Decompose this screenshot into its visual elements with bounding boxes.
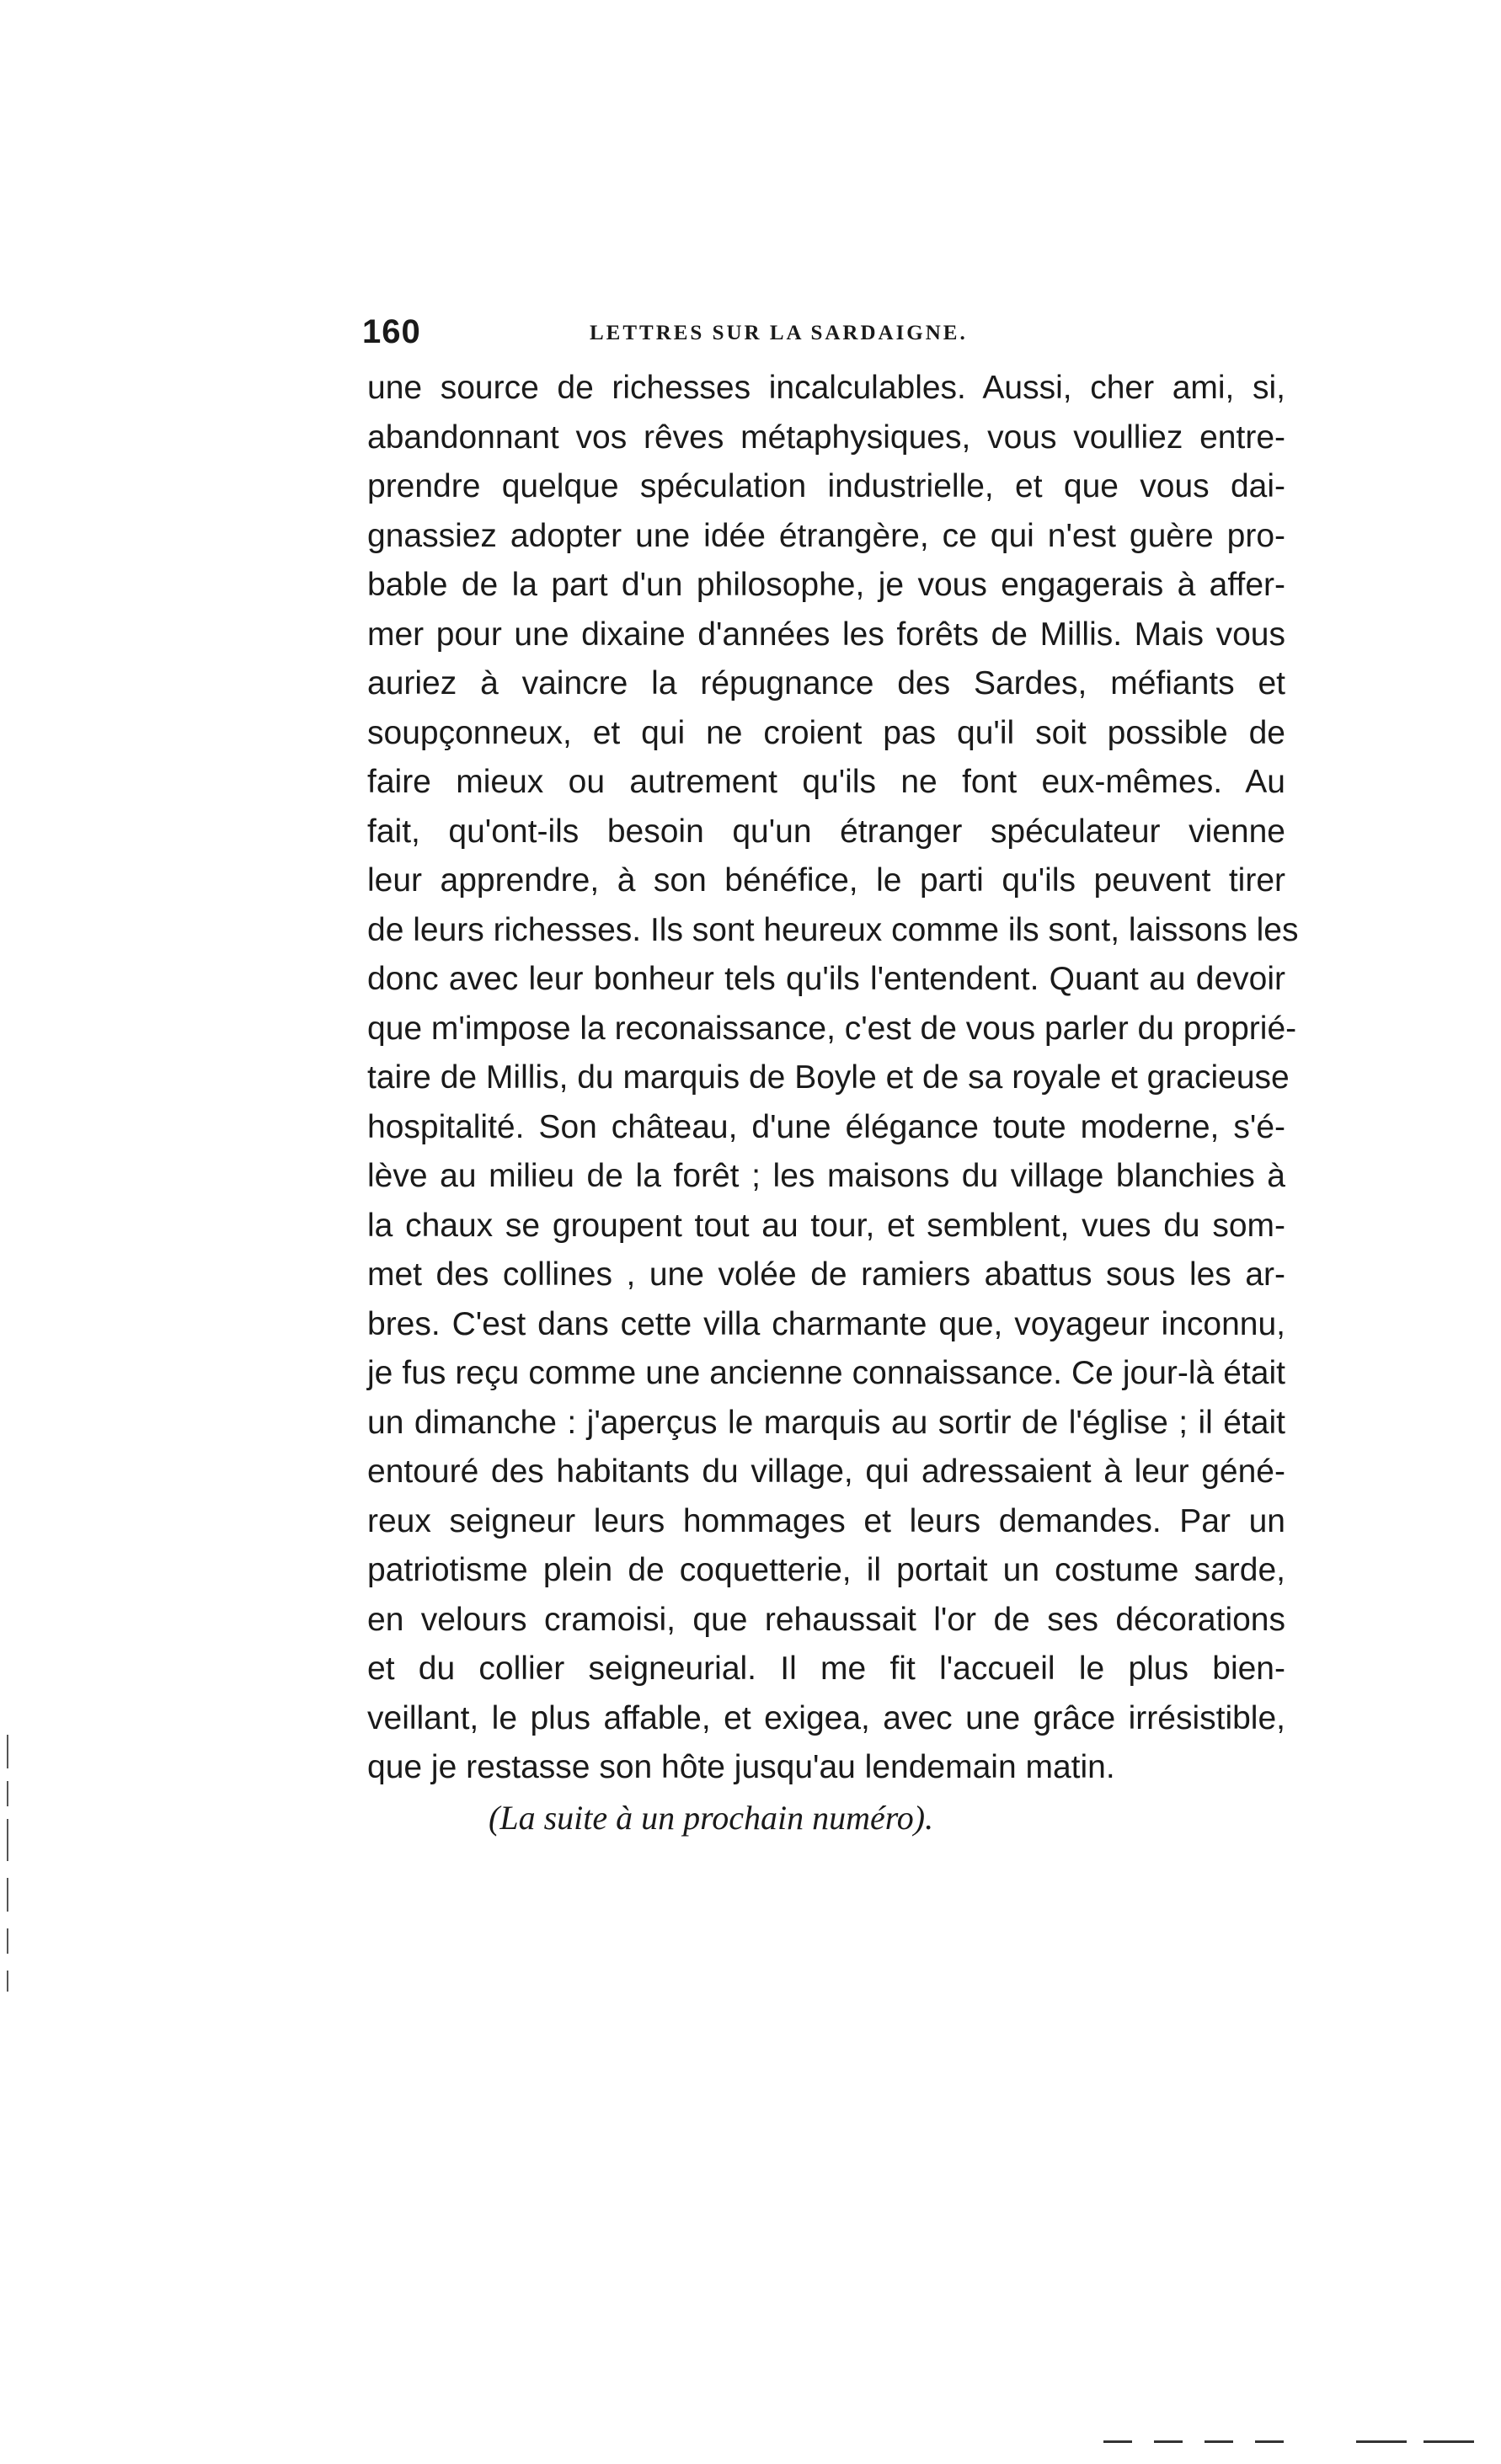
- scan-mark: [1154, 2440, 1183, 2443]
- text-line: en velours cramoisi, que rehaussait l'or de ses décorations: [367, 1601, 1285, 1638]
- scan-mark: [1103, 2440, 1132, 2443]
- scan-mark: [7, 1735, 8, 1768]
- scan-mark: [1205, 2440, 1233, 2443]
- text-line: donc avec leur bonheur tels qu'ils l'entendent. Quant au devoir: [367, 961, 1285, 997]
- text-line: entouré des habitants du village, qui adressaient à leur géné-: [367, 1453, 1285, 1490]
- running-title: LETTRES SUR LA SARDAIGNE.: [590, 322, 968, 344]
- page-number: 160: [362, 313, 421, 350]
- text-line: abandonnant vos rêves métaphysiques, vous voulliez entre-: [367, 419, 1285, 456]
- scan-mark: [7, 1878, 8, 1912]
- text-line: de leurs richesses. Ils sont heureux comme ils sont, laissons les: [367, 911, 1299, 948]
- text-line: prendre quelque spéculation industrielle, et que vous dai-: [367, 468, 1285, 504]
- scan-mark: [1424, 2440, 1474, 2443]
- body-text: [367, 364, 1299, 1793]
- text-line: auriez à vaincre la répugnance des Sardes, méfiants et: [367, 665, 1285, 701]
- scan-mark: [7, 1971, 8, 1992]
- text-line: met des collines , une volée de ramiers abattus sous les ar-: [367, 1256, 1285, 1293]
- running-head: [362, 313, 1289, 355]
- text-line: un dimanche : j'aperçus le marquis au sortir de l'église ; il était: [367, 1404, 1285, 1441]
- text-line: je fus reçu comme une ancienne connaissance. Ce jour-là était: [367, 1355, 1285, 1391]
- text-line: bable de la part d'un philosophe, je vous engagerais à affer-: [367, 567, 1285, 603]
- scan-mark: [7, 1781, 8, 1806]
- text-line-last: que je restasse son hôte jusqu'au lendemain matin.: [367, 1749, 1115, 1785]
- scan-mark: [1356, 2440, 1407, 2443]
- text-line: mer pour une dixaine d'années les forêts de Millis. Mais vous: [367, 616, 1285, 653]
- text-line: patriotisme plein de coquetterie, il portait un costume sarde,: [367, 1552, 1285, 1588]
- text-line: la chaux se groupent tout au tour, et semblent, vues du som-: [367, 1207, 1285, 1244]
- text-line: que m'impose la reconaissance, c'est de vous parler du proprié-: [367, 1010, 1297, 1047]
- text-line: faire mieux ou autrement qu'ils ne font eux-mêmes. Au: [367, 764, 1285, 800]
- scan-mark: [1255, 2440, 1284, 2443]
- text-line: leur apprendre, à son bénéfice, le parti qu'ils peuvent tirer: [367, 862, 1285, 899]
- scan-mark: [7, 1819, 8, 1861]
- text-line: bres. C'est dans cette villa charmante que, voyageur inconnu,: [367, 1305, 1285, 1342]
- continuation-note: (La suite à un prochain numéro).: [489, 1799, 934, 1837]
- text-line: lève au milieu de la forêt ; les maisons du village blanchies à: [367, 1158, 1285, 1194]
- text-line: une source de richesses incalculables. Aussi, cher ami, si,: [367, 370, 1285, 406]
- text-line: veillant, le plus affable, et exigea, avec une grâce irrésistible,: [367, 1699, 1285, 1736]
- text-line: fait, qu'ont-ils besoin qu'un étranger spéculateur vienne: [367, 813, 1285, 850]
- text-line: et du collier seigneurial. Il me fit l'accueil le plus bien-: [367, 1651, 1285, 1687]
- text-line: soupçonneux, et qui ne croient pas qu'il soit possible de: [367, 714, 1285, 751]
- text-line: hospitalité. Son château, d'une élégance toute moderne, s'é-: [367, 1108, 1285, 1145]
- text-line: reux seigneur leurs hommages et leurs demandes. Par un: [367, 1502, 1285, 1539]
- text-line: gnassiez adopter une idée étrangère, ce qui n'est guère pro-: [367, 517, 1285, 554]
- text-line: taire de Millis, du marquis de Boyle et de sa royale et gracieuse: [367, 1059, 1290, 1096]
- scan-mark: [7, 1928, 8, 1954]
